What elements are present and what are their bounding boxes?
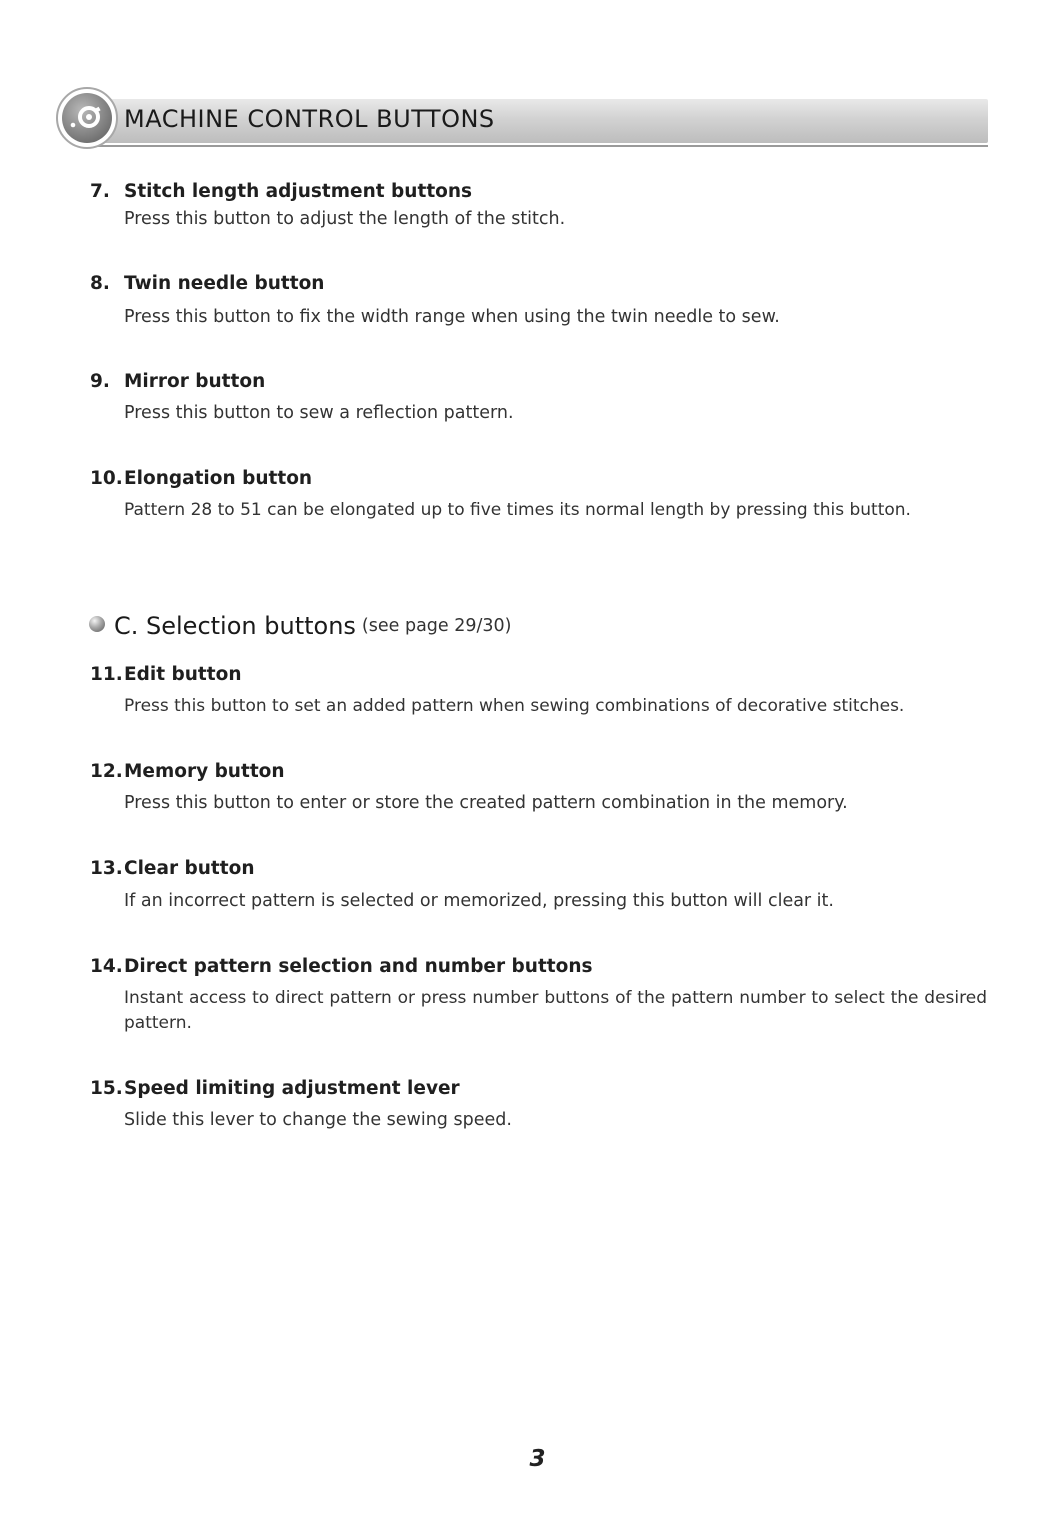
list-item [90, 272, 987, 330]
list-item [90, 467, 987, 523]
item-title: Twin needle button [124, 273, 325, 294]
item-heading [90, 467, 987, 491]
item-title: Stitch length adjustment buttons [124, 181, 473, 202]
item-description: Instant access to direct pattern or press number buttons of the pattern number to select the desired pattern. [124, 988, 987, 1033]
item-number: 11. [90, 664, 123, 685]
list-item [90, 370, 987, 426]
section-banner [56, 87, 988, 149]
banner-rule [86, 145, 988, 147]
list-item [90, 955, 987, 1036]
list-item [90, 180, 987, 232]
item-title: Speed limiting adjustment lever [124, 1078, 460, 1099]
item-description: Press this button to fix the width range when using the twin needle to sew. [124, 307, 780, 327]
section-title: C. Selection buttons [114, 612, 356, 640]
item-number: 14. [90, 956, 123, 977]
item-number: 13. [90, 858, 123, 879]
item-heading [90, 1077, 987, 1101]
list-item [90, 857, 987, 914]
item-title: Edit button [124, 664, 242, 685]
item-title: Memory button [124, 761, 285, 782]
item-description: Press this button to adjust the length of the stitch. [124, 209, 566, 229]
item-heading [90, 857, 987, 881]
item-heading [90, 955, 987, 979]
item-description: If an incorrect pattern is selected or memorized, pressing this button will clear it. [124, 891, 834, 911]
item-description: Slide this lever to change the sewing speed. [124, 1110, 512, 1130]
item-number: 10. [90, 468, 123, 489]
item-number: 7. [90, 181, 110, 202]
item-description: Press this button to sew a reflection pattern. [124, 403, 514, 423]
item-title: Direct pattern selection and number buttons [124, 956, 593, 977]
item-description: Pattern 28 to 51 can be elongated up to five times its normal length by pressing this button. [124, 500, 911, 520]
section-page-reference: (see page 29/30) [361, 616, 512, 636]
list-item [90, 760, 987, 816]
item-number: 12. [90, 761, 123, 782]
item-heading [90, 760, 987, 784]
page-number: 3 [529, 1446, 546, 1472]
item-title: Clear button [124, 858, 255, 879]
item-description: Press this button to enter or store the created pattern combination in the memory. [124, 793, 848, 813]
sewing-gear-icon [56, 87, 118, 149]
list-item [90, 1077, 987, 1133]
page-title: MACHINE CONTROL BUTTONS [124, 105, 495, 133]
item-heading [90, 272, 987, 296]
item-title: Mirror button [124, 371, 266, 392]
item-number: 8. [90, 273, 110, 294]
section-heading [88, 612, 512, 644]
grey-sphere-bullet-icon [88, 615, 106, 633]
item-heading [90, 180, 987, 204]
item-description: Press this button to set an added pattern when sewing combinations of decorative stitches. [124, 696, 905, 716]
item-number: 15. [90, 1078, 123, 1099]
list-item [90, 663, 987, 719]
item-title: Elongation button [124, 468, 313, 489]
item-heading [90, 370, 987, 394]
item-number: 9. [90, 371, 110, 392]
item-heading [90, 663, 987, 687]
